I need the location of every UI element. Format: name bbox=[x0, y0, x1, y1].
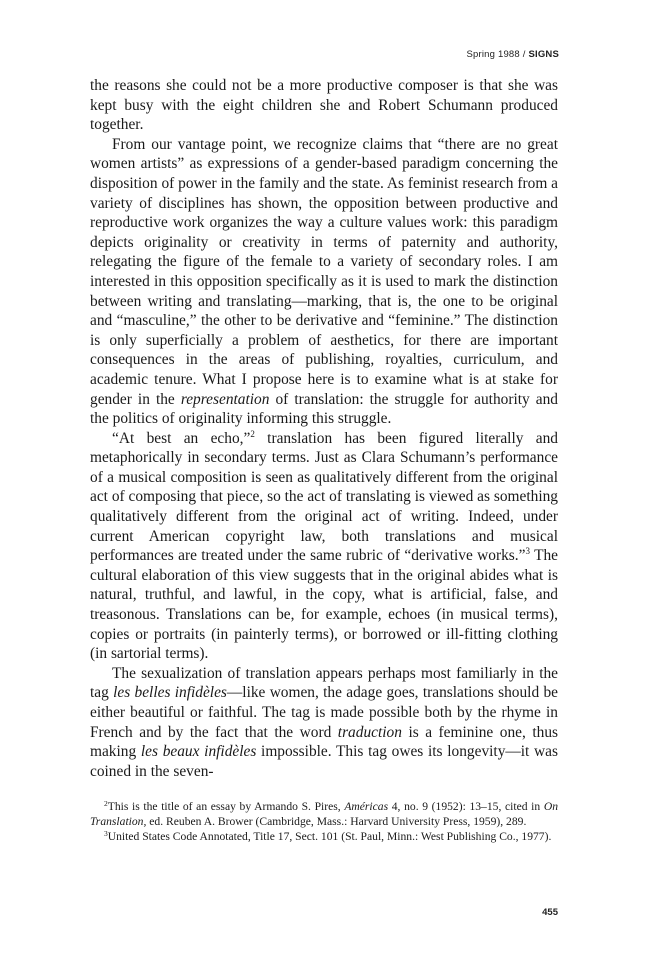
text-run: 4, no. 9 (1952): 13–15, cited in bbox=[388, 800, 544, 813]
text-run: translation has been figured literally and metaphorically in secondary terms. Just as Clara Schumann’s performance of a musical composition is seen as qualitatively different from the original act of composing that piece, so the act of translating is viewed as something qualitatively different from the original act of writing. Indeed, under current American copyright law, both translations and musical performances are treated under the same rubric of “derivative works.” bbox=[90, 429, 558, 565]
italic-text: On Translation, bbox=[90, 800, 559, 829]
footnote-marker: 2 bbox=[104, 799, 108, 808]
text-run: the reasons she could not be a more productive composer is that she was kept busy with the eight children she and Robert Schumann produced together. bbox=[90, 77, 558, 134]
text-run: United States Code Annotated, Title 17, Sect. 101 (St. Paul, Minn.: West Publishing Co., 1977). bbox=[107, 830, 552, 844]
header-separator: / bbox=[522, 49, 526, 60]
footnote bbox=[90, 799, 558, 829]
page-number: 455 bbox=[542, 907, 558, 918]
italic-text: les beaux infidèles bbox=[140, 743, 257, 761]
text-run: From our vantage point, we recognize claims that “there are no great women artists” as expressions of a gender-based paradigm concerning the disposition of power in the family and the state. As feminist research from a variety of disciplines has shown, the opposition between productive and reproductive work organizes the way a culture values work: this paradigm depicts originality or creativity in terms of paternity and authority, relegating the figure of the female to a variety of secondary roles. I am interested in this opposition specifically as it is used to mark the distinction between writing and translating—marking, that is, the one to be original and “masculine,” the other to be derivative and “feminine.” The distinction is only superficially a problem of aesthetics, for there are important consequences in the areas of publishing, royalties, curriculum, and academic tenure. What I propose here is to examine what is at stake for gender in the bbox=[90, 135, 558, 408]
italic-text: Américas bbox=[344, 800, 389, 813]
text-run: The cultural elaboration of this view suggests that in the original abides what is natural, truthful, and lawful, in the copy, what is artificial, false, and treasonous. Translations can be, for example, echoes (in musical terms), copies or portraits (in painterly terms), or borrowed or ill-fitting clothing (in sartorial terms). bbox=[90, 547, 558, 663]
text-run: ed. Reuben A. Brower (Cambridge, Mass.: Harvard University Press, 1959), 289. bbox=[146, 815, 527, 829]
body-text bbox=[90, 76, 558, 781]
paragraph bbox=[90, 664, 558, 782]
italic-text: les belles infidèles bbox=[113, 684, 227, 702]
paragraph bbox=[90, 76, 558, 135]
footnote bbox=[90, 829, 558, 844]
footnote-marker: 3 bbox=[525, 546, 530, 557]
text-run: This is the title of an essay by Armando S. Pires, bbox=[107, 800, 345, 813]
running-header bbox=[466, 49, 559, 60]
paragraph bbox=[90, 135, 558, 429]
italic-text: representation bbox=[180, 390, 270, 408]
footnote-marker: 3 bbox=[104, 829, 108, 839]
header-journal: SIGNS bbox=[528, 49, 559, 60]
header-issue: Spring 1988 bbox=[466, 49, 520, 60]
footnote-marker: 2 bbox=[250, 428, 255, 439]
text-run: “At best an echo,” bbox=[112, 429, 251, 447]
text-run: —like women, the adage goes, translations should be either beautiful or faithful. The tag is made possible both by the rhyme in French and by the fact that the word bbox=[90, 684, 558, 741]
italic-text: traduction bbox=[337, 723, 402, 741]
footnotes bbox=[90, 799, 558, 845]
text-run: is a feminine one, thus making bbox=[90, 723, 558, 761]
text-run: impossible. This tag owes its longevity—it was coined in the seven- bbox=[90, 743, 558, 780]
paragraph bbox=[90, 429, 558, 664]
text-run: of translation: the struggle for authority and the politics of originality informing this struggle. bbox=[90, 390, 558, 428]
text-run: The sexualization of translation appears perhaps most familiarly in the tag bbox=[90, 664, 558, 702]
